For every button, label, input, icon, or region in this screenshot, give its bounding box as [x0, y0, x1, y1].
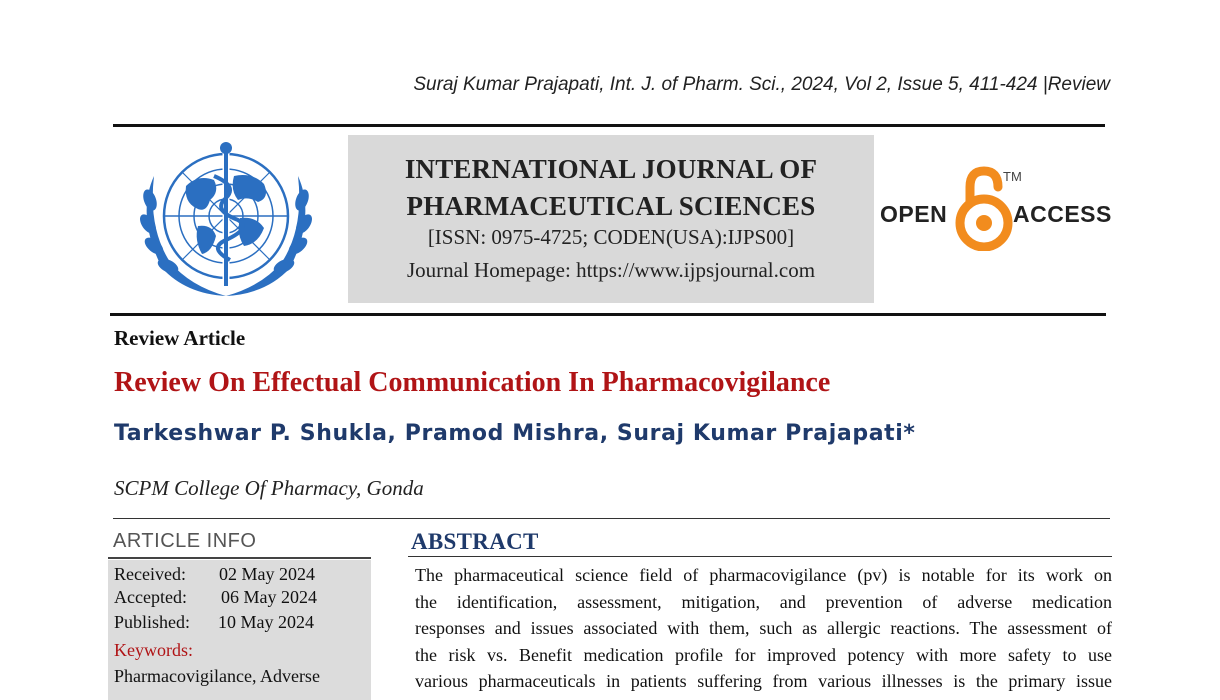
article-info-heading: ARTICLE INFO	[113, 530, 257, 552]
trademark-mark: TM	[1003, 169, 1022, 184]
journal-emblem-icon	[126, 136, 326, 306]
journal-title-line-1: INTERNATIONAL JOURNAL OF	[404, 154, 818, 184]
article-affiliation: SCPM College Of Pharmacy, Gonda	[114, 476, 424, 500]
published-row	[114, 612, 314, 633]
article-type: Review Article	[114, 326, 246, 350]
received-row	[114, 564, 315, 585]
accepted-date: 06 May 2024	[221, 587, 317, 607]
open-access-logo	[880, 165, 1110, 255]
abstract-text	[415, 562, 1112, 695]
abstract-heading: ABSTRACT	[411, 529, 539, 554]
journal-title-line-2: PHARMACEUTICAL SCIENCES	[406, 191, 816, 221]
accepted-label: Accepted:	[114, 587, 187, 607]
journal-issn: [ISSN: 0975-4725; CODEN(USA):IJPS00]	[427, 225, 795, 249]
article-authors: Tarkeshwar P. Shukla, Pramod Mishra, Suraj Kumar Prajapati*	[114, 421, 916, 446]
published-label: Published:	[114, 612, 191, 632]
received-label: Received:	[114, 564, 186, 584]
journal-title	[348, 151, 874, 225]
abstract-line: the identification, assessment, mitigation, and prevention of adverse medication	[415, 591, 1112, 612]
keywords-value: Pharmacovigilance, Adverse	[114, 666, 320, 686]
open-access-open-text: OPEN	[880, 201, 948, 227]
abstract-line: the risk vs. Benefit medication profile for improved potency with more safety to use	[415, 644, 1112, 665]
abstract-line: responses and issues associated with them, such as allergic reactions. The assessment of	[415, 618, 1112, 638]
running-header: Suraj Kumar Prajapati, Int. J. of Pharm. Sci., 2024, Vol 2, Issue 5, 411-424 |Review	[413, 74, 1110, 95]
header-rule-bottom	[110, 313, 1106, 316]
article-title: Review On Effectual Communication In Pharmacovigilance	[114, 367, 831, 398]
header-rule-top	[113, 124, 1105, 127]
open-access-access-text: ACCESS	[1013, 201, 1112, 227]
journal-homepage[interactable]: Journal Homepage: https://www.ijpsjournal.com	[406, 258, 816, 282]
abstract-line: various pharmaceuticals in patients suffering from various illnesses is the primary issue	[415, 671, 1112, 691]
abstract-line: The pharmaceutical science field of pharmacovigilance (pv) is notable for its work on	[415, 565, 1112, 585]
abstract-rule	[408, 556, 1112, 557]
section-divider	[113, 518, 1110, 519]
received-date: 02 May 2024	[219, 564, 315, 584]
keywords-label: Keywords:	[114, 640, 193, 660]
published-date: 10 May 2024	[218, 612, 314, 632]
journal-masthead	[348, 135, 874, 303]
article-info-rule	[108, 557, 371, 559]
article-info-box	[108, 560, 371, 700]
accepted-row	[114, 587, 317, 608]
